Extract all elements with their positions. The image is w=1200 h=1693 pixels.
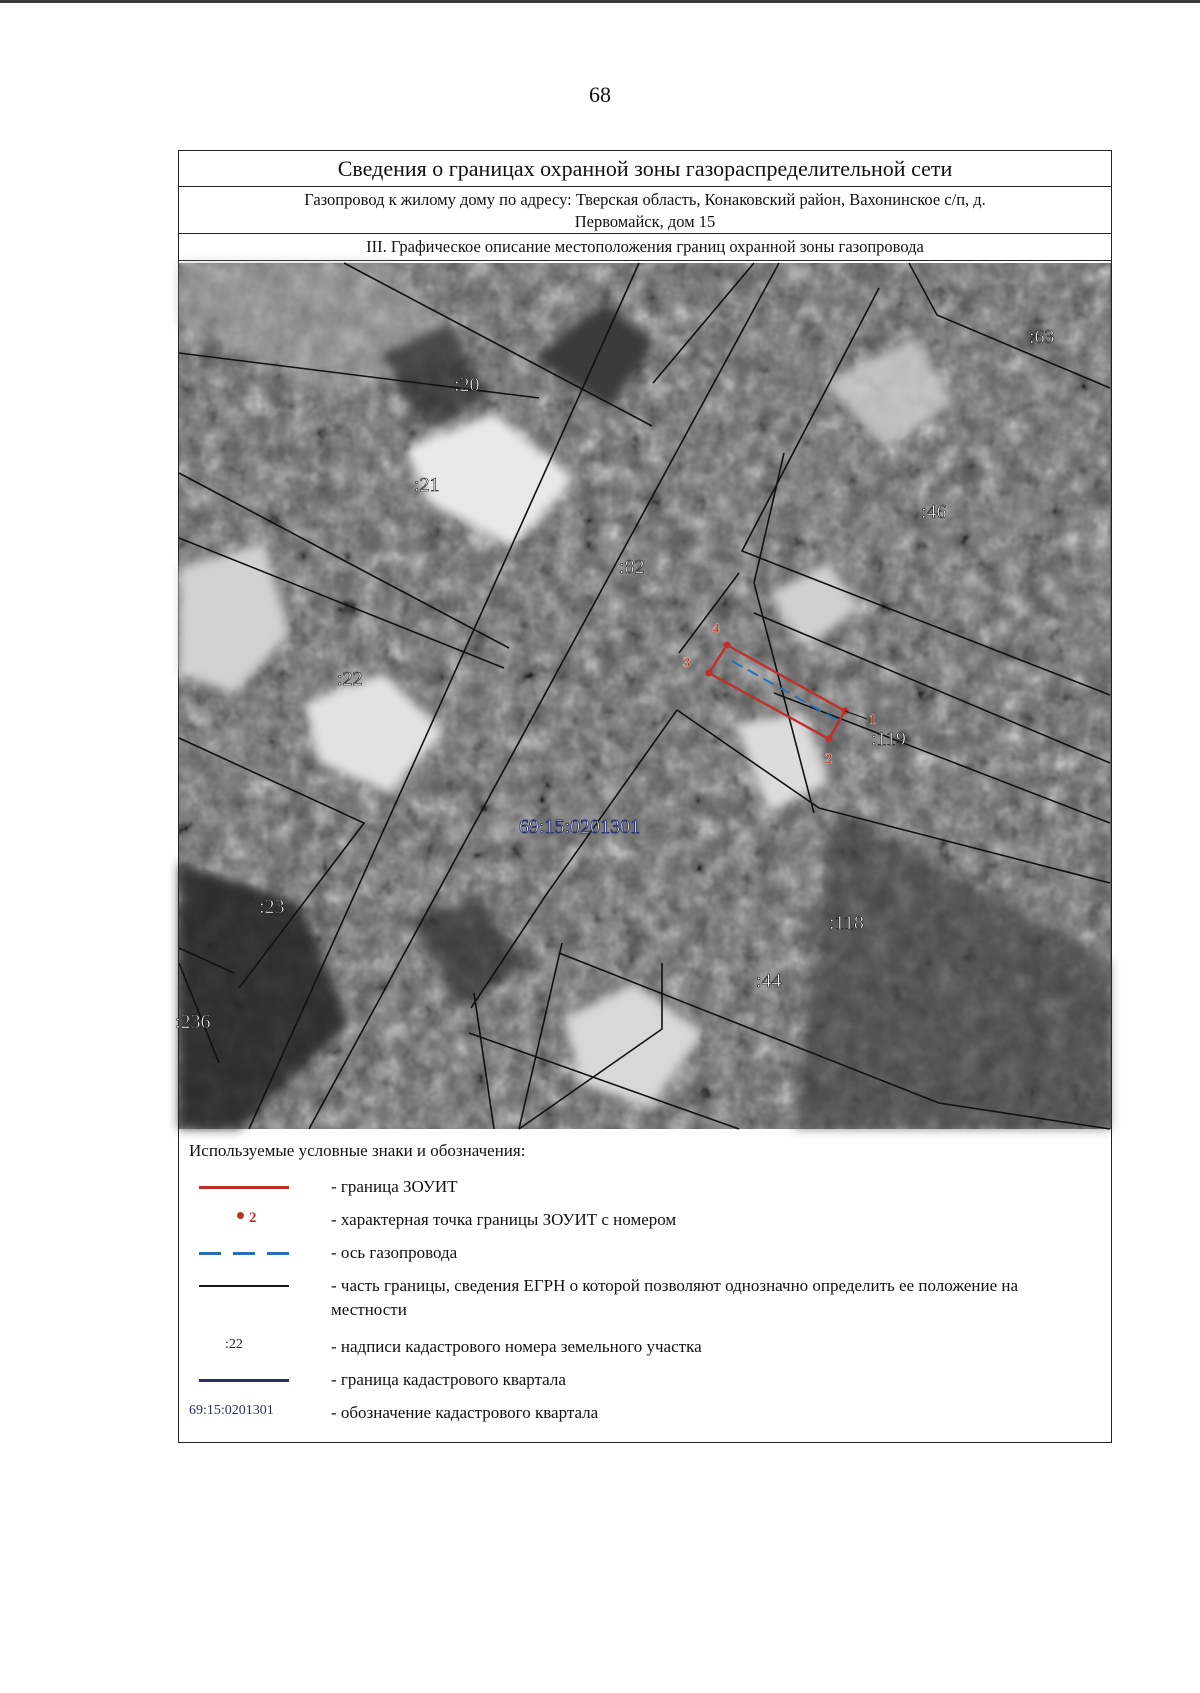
zone-point-3 bbox=[706, 670, 713, 677]
legend-text: - граница кадастрового квартала bbox=[331, 1370, 566, 1389]
object-description-line-1: Газопровод к жилому дому по адресу: Тверская область, Конаковский район, Вахонинское с/п, д. bbox=[304, 190, 986, 209]
zone-point-label-3: 3 bbox=[683, 655, 691, 671]
zone-point-2 bbox=[826, 736, 833, 743]
zone-point-label-4: 4 bbox=[712, 621, 720, 637]
legend-symbol bbox=[187, 1208, 297, 1232]
document-title: Сведения о границах охранной зоны газораспределительной сети bbox=[179, 151, 1111, 187]
legend-symbol bbox=[187, 1274, 297, 1298]
legend-text: - часть границы, сведения ЕГРН о которой позволяют однозначно определить ее положение на местности bbox=[331, 1276, 1019, 1319]
navy-line-icon bbox=[199, 1379, 289, 1382]
legend-quarter-sample: 69:15:0201301 bbox=[189, 1403, 274, 1418]
section-heading: III. Графическое описание местоположения границ охранной зоны газопровода bbox=[179, 234, 1111, 261]
legend-symbol bbox=[187, 1368, 297, 1392]
legend-symbol bbox=[187, 1401, 297, 1425]
red-point-icon bbox=[237, 1212, 244, 1219]
legend-text: - ось газопровода bbox=[331, 1243, 458, 1262]
parcel-label-20: :20 bbox=[454, 374, 480, 396]
legend-symbol bbox=[187, 1241, 297, 1265]
cadastral-map bbox=[175, 263, 1111, 1129]
parcel-label-82: :82 bbox=[619, 556, 645, 578]
zone-point-label-2: 2 bbox=[825, 751, 833, 767]
zone-point-4 bbox=[724, 642, 731, 649]
parcel-label-46: :46 bbox=[921, 501, 947, 523]
legend-text: - граница ЗОУИТ bbox=[331, 1177, 458, 1196]
top-rule bbox=[0, 0, 1200, 3]
page-number: 68 bbox=[589, 82, 611, 107]
parcel-label-44: :44 bbox=[756, 970, 782, 992]
cadastral-quarter-label: 69:15:0201301 bbox=[519, 816, 641, 838]
document-frame bbox=[175, 150, 1112, 1443]
parcel-label-21: :21 bbox=[414, 474, 440, 496]
legend-symbol bbox=[187, 1335, 297, 1359]
aerial-imagery bbox=[179, 263, 1110, 1129]
legend-text: - обозначение кадастрового квартала bbox=[331, 1403, 599, 1422]
cadastral-map-canvas bbox=[175, 263, 1110, 1129]
legend-parcel-number-sample: :22 bbox=[225, 1337, 243, 1352]
legend-symbol bbox=[187, 1175, 297, 1199]
red-line-icon bbox=[199, 1186, 289, 1189]
blue-dashed-line-icon bbox=[199, 1252, 289, 1255]
legend-title: Используемые условные знаки и обозначения: bbox=[189, 1141, 526, 1160]
parcel-label-22: :22 bbox=[337, 668, 363, 690]
legend-point-number: 2 bbox=[249, 1210, 257, 1226]
object-description-line-2: Первомайск, дом 15 bbox=[574, 212, 716, 231]
parcel-label-236: :236 bbox=[175, 1011, 211, 1033]
object-description bbox=[179, 187, 1111, 234]
parcel-label-118: :118 bbox=[829, 912, 864, 934]
parcel-label-63: :63 bbox=[1029, 326, 1055, 348]
parcel-label-23: :23 bbox=[259, 896, 285, 918]
zone-point-label-1: 1 bbox=[869, 712, 877, 728]
legend-text: - характерная точка границы ЗОУИТ с номером bbox=[331, 1210, 677, 1229]
black-line-icon bbox=[199, 1285, 289, 1287]
legend-text: - надписи кадастрового номера земельного участка bbox=[331, 1337, 702, 1356]
parcel-label-119: :119 bbox=[871, 728, 906, 750]
